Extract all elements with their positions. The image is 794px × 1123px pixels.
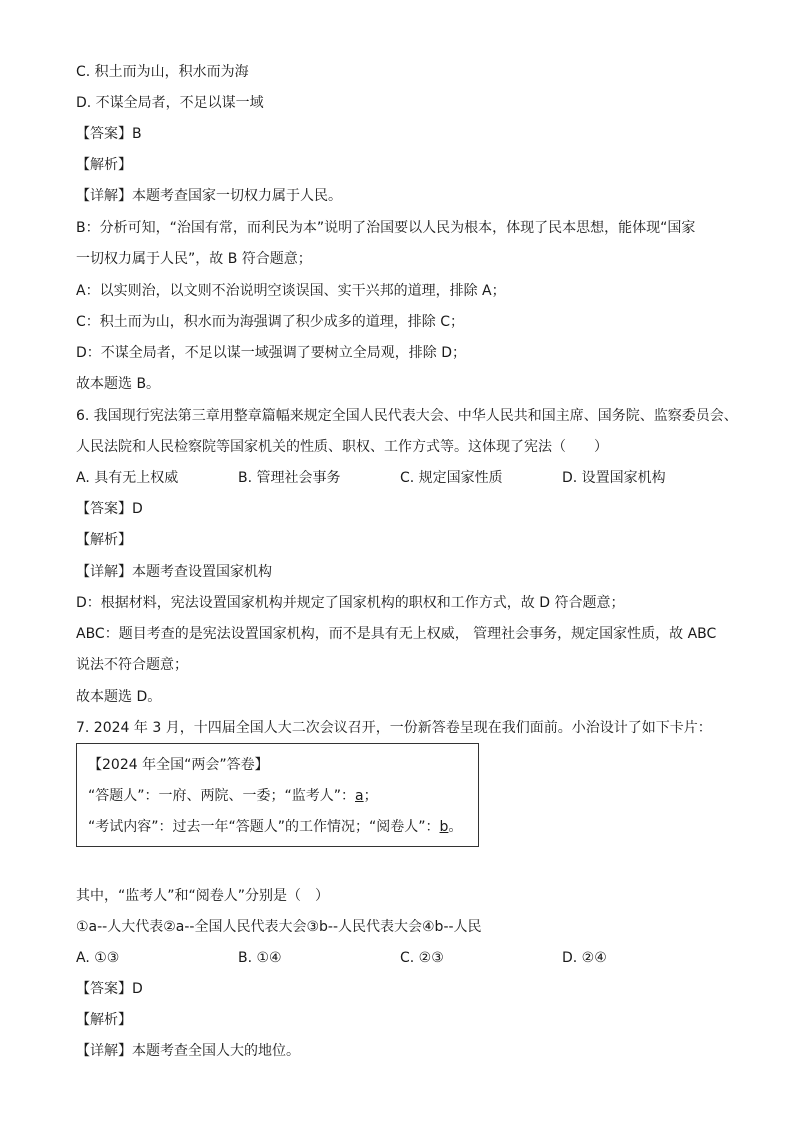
q5-conclusion: 故本题选 B。 xyxy=(76,376,161,392)
q7-option-d: D. ②④ xyxy=(562,950,607,966)
q7-answer: 【答案】D xyxy=(76,981,143,997)
q5-a-explanation: A：以实则治，以文则不治说明空谈误国、实干兴邦的道理，排除 A； xyxy=(76,283,506,299)
q6-d-explanation: D：根据材料，宪法设置国家机构并规定了国家机构的职权和工作方式，故 D 符合题意； xyxy=(76,595,625,611)
q6-option-a: A. 具有无上权威 xyxy=(76,470,179,486)
q6-conclusion: 故本题选 D。 xyxy=(76,689,162,705)
q7-option-c: C. ②③ xyxy=(400,950,444,966)
card-line-examiner xyxy=(88,786,378,806)
card-line-grader xyxy=(88,817,462,837)
q6-analysis-label: 【解析】 xyxy=(76,532,132,548)
q6-option-d: D. 设置国家机构 xyxy=(562,470,666,486)
blank-b: b xyxy=(439,819,449,835)
card-line-examiner-text: “答题人”：一府、两院、一委；“监考人”： xyxy=(88,788,356,804)
q7-answer-card xyxy=(76,743,479,847)
q7-question: 其中，“监考人”和“阅卷人”分别是（ ） xyxy=(76,888,330,904)
q5-c-explanation: C：积土而为山，积水而为海强调了积少成多的道理，排除 C； xyxy=(76,314,464,330)
q6-option-b: B. 管理社会事务 xyxy=(238,470,341,486)
q5-detail: 【详解】本题考查国家一切权力属于人民。 xyxy=(76,188,342,204)
q7-choices: ①a--人大代表②a--全国人民代表大会③b--人民代表大会④b--人民 xyxy=(76,919,482,935)
q5-answer: 【答案】B xyxy=(76,126,142,142)
q6-option-c: C. 规定国家性质 xyxy=(400,470,503,486)
q5-option-d: D. 不谋全局者，不足以谋一域 xyxy=(76,95,264,111)
q7-analysis-label: 【解析】 xyxy=(76,1012,132,1028)
q7-stem: 7. 2024 年 3 月，十四届全国人大二次会议召开，一份新答卷呈现在我们面前。小治设计了如下卡片： xyxy=(76,720,712,736)
q5-b-explanation-1: B：分析可知，“治国有常，而利民为本”说明了治国要以人民为根本，体现了民本思想，能体现“国家 xyxy=(76,220,696,236)
q5-option-c: C. 积土而为山，积水而为海 xyxy=(76,64,249,80)
card-line-grader-end: 。 xyxy=(448,819,463,835)
card-line-grader-text: “考试内容”：过去一年“答题人”的工作情况；“阅卷人”： xyxy=(88,819,440,835)
q7-detail: 【详解】本题考查全国人大的地位。 xyxy=(76,1043,300,1059)
q5-analysis-label: 【解析】 xyxy=(76,157,132,173)
q6-stem-2: 人民法院和人民检察院等国家机关的性质、职权、工作方式等。这体现了宪法（ ） xyxy=(76,439,608,455)
q6-stem-1: 6. 我国现行宪法第三章用整章篇幅来规定全国人民代表大会、中华人民共和国主席、国务院、监察委员会、 xyxy=(76,408,738,424)
q7-option-a: A. ①③ xyxy=(76,950,120,966)
q5-d-explanation: D：不谋全局者，不足以谋一域强调了要树立全局观，排除 D； xyxy=(76,345,467,361)
blank-a: a xyxy=(355,788,364,804)
q5-b-explanation-2: 一切权力属于人民”，故 B 符合题意； xyxy=(76,251,312,267)
card-title: 【2024 年全国“两会”答卷】 xyxy=(88,757,269,773)
card-line-examiner-end: ； xyxy=(363,788,378,804)
q7-option-b: B. ①④ xyxy=(238,950,282,966)
q6-abc-explanation-2: 说法不符合题意； xyxy=(76,657,188,673)
q6-detail: 【详解】本题考查设置国家机构 xyxy=(76,564,272,580)
q6-abc-explanation-1: ABC：题目考查的是宪法设置国家机构，而不是具有无上权威， 管理社会事务，规定国家性质，故 ABC xyxy=(76,626,717,642)
q6-answer: 【答案】D xyxy=(76,501,143,517)
